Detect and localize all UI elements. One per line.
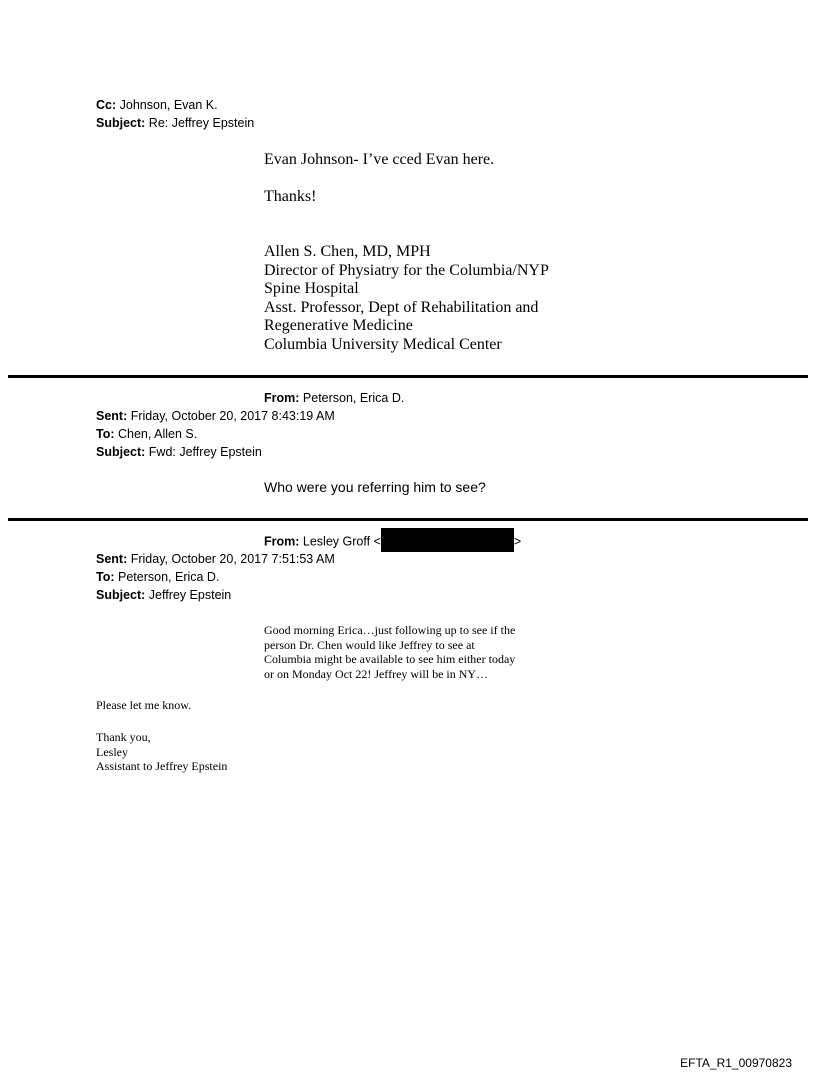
sent-label: Sent:: [96, 552, 128, 566]
cc-line: [96, 96, 218, 114]
closing-line: Lesley: [96, 744, 128, 759]
signature-line: Asst. Professor, Dept of Rehabilitation and: [264, 298, 539, 316]
signature-line: Columbia University Medical Center: [264, 335, 502, 353]
signature-line: Allen S. Chen, MD, MPH: [264, 243, 431, 260]
email2-body: Who were you referring him to see?: [264, 479, 486, 495]
body-line: or on Monday Oct 22! Jeffrey will be in NY…: [264, 666, 489, 681]
sent-value: Friday, October 20, 2017 7:51:53 AM: [130, 552, 335, 566]
to-line-3: [96, 568, 219, 586]
subject-label: Subject:: [96, 588, 146, 602]
subject-line-2: [96, 443, 262, 461]
sent-line-3: [96, 550, 335, 568]
email1-body-line2: Thanks!: [264, 188, 317, 205]
from-label: From:: [264, 391, 300, 405]
signature-line: Regenerative Medicine: [264, 317, 413, 334]
email1-body-line1: Evan Johnson- I’ve cced Evan here.: [264, 151, 495, 168]
body-line: Columbia might be available to see him either today: [264, 652, 516, 666]
divider: [8, 518, 808, 521]
redaction-box: [381, 528, 514, 552]
cc-label: Cc:: [96, 98, 117, 112]
closing-line: Assistant to Jeffrey Epstein: [96, 759, 228, 773]
to-line-2: [96, 425, 197, 443]
signature-line: Director of Physiatry for the Columbia/NYP: [264, 261, 549, 279]
document-id: EFTA_R1_00970823: [680, 1056, 792, 1070]
email3-body: [264, 623, 515, 681]
subject-label: Subject:: [96, 116, 146, 130]
closing-block: [96, 730, 227, 774]
subject-value: Fwd: Jeffrey Epstein: [148, 445, 262, 459]
subject-value: Jeffrey Epstein: [148, 588, 232, 602]
to-label: To:: [96, 570, 115, 584]
cc-value: Johnson, Evan K.: [119, 98, 218, 112]
body-line: Good morning Erica…just following up to see if the: [264, 623, 516, 637]
from-line-3: [264, 532, 521, 552]
sent-line-2: [96, 407, 335, 425]
sent-label: Sent:: [96, 409, 128, 423]
subject-value: Re: Jeffrey Epstein: [148, 116, 255, 130]
please-line: Please let me know.: [96, 698, 192, 712]
from-value: Peterson, Erica D.: [302, 391, 405, 405]
from-close: >: [513, 534, 522, 549]
subject-label: Subject:: [96, 445, 146, 459]
signature-line: Spine Hospital: [264, 280, 359, 297]
to-label: To:: [96, 427, 115, 441]
to-value: Chen, Allen S.: [118, 427, 198, 441]
from-line-2: [264, 389, 404, 407]
divider: [8, 375, 808, 378]
subject-line-1: [96, 114, 254, 132]
closing-line: Thank you,: [96, 730, 151, 744]
subject-line-3: [96, 586, 231, 604]
from-label: From:: [264, 534, 300, 549]
from-value: Lesley Groff <: [302, 534, 381, 549]
to-value: Peterson, Erica D.: [118, 570, 220, 584]
signature-block: [264, 243, 549, 354]
body-line: person Dr. Chen would like Jeffrey to see at: [264, 637, 475, 652]
sent-value: Friday, October 20, 2017 8:43:19 AM: [130, 409, 335, 423]
